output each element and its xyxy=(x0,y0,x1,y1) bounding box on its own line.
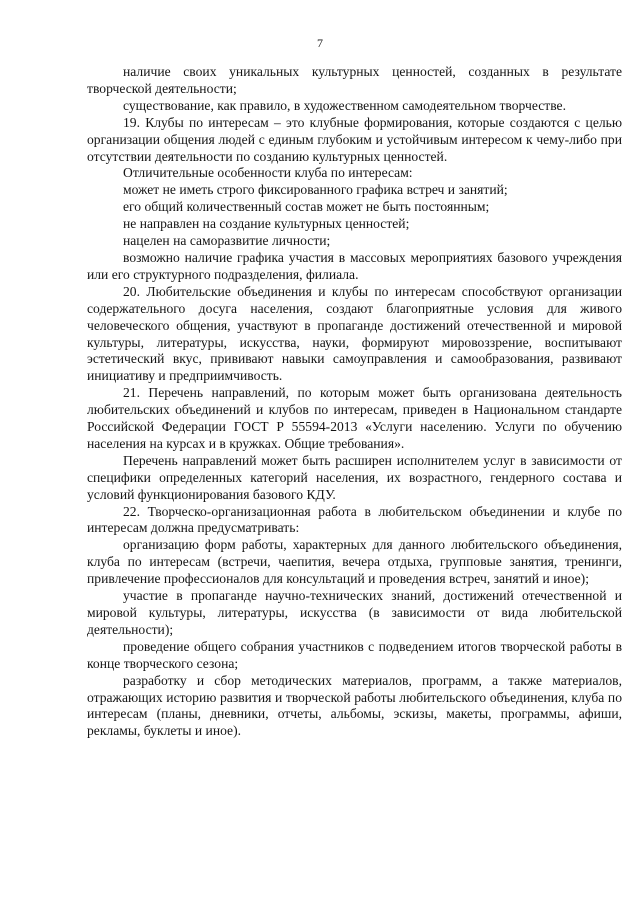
page-number: 7 xyxy=(317,36,323,50)
paragraph: Отличительные особенности клуба по интересам: xyxy=(123,165,413,181)
paragraph: 22. Творческо-организационная работа в любительском объединении и клубе по интересам должна предусматривать: xyxy=(87,503,622,536)
paragraph: наличие своих уникальных культурных ценностей, созданных в результате творческой деятельности; xyxy=(87,64,622,96)
paragraph: 20. Любительские объединения и клубы по интересам способствуют организации содержательного досуга населения, создают благоприятные условия для живого человеческого общения, участвуют в пропаганде достижений отечественной и мировой культуры, литературы, искусства, науки, формируют мировоззрение, воспитывают эстетический вкус, прививают навыки самоуправления и самообразования, развивают инициативу и предприимчивость. xyxy=(87,283,622,384)
paragraph: проведение общего собрания участников с подведением итогов творческой работы в конце творческого сезона; xyxy=(87,638,622,671)
paragraph: 19. Клубы по интересам – это клубные формирования, которые создаются с целью организации общения людей с единым глубоким и устойчивым интересом к чему-либо при отсутствии деятельности по созданию культурных ценностей. xyxy=(87,114,622,164)
paragraph: его общий количественный состав может не быть постоянным; xyxy=(123,199,490,215)
paragraph: участие в пропаганде научно-технических знаний, достижений отечественной и мировой культуры, литературы, искусства (в зависимости от вида любительской деятельности); xyxy=(87,588,622,637)
paragraph: Перечень направлений может быть расширен исполнителем услуг в зависимости от специфики определенных категорий населения, их возрастного, гендерного состава и условий функционирования базового КДУ. xyxy=(87,452,622,502)
paragraph: 21. Перечень направлений, по которым может быть организована деятельность любительских объединений и клубов по интересам, приведен в Национальном стандарте Российской Федерации ГОСТ Р 55594-2013 «Услуги населению. Услуги по обучению населения на курсах и в кружках. Общие требования». xyxy=(87,385,622,451)
paragraph: организацию форм работы, характерных для данного любительского объединения, клуба по интересам (встречи, чаепития, вечера отдыха, групповые занятия, тренинги, привлечение профессионалов для консультаций и проведения встреч, занятий и иное); xyxy=(87,537,622,587)
paragraph: нацелен на саморазвитие личности; xyxy=(123,233,331,249)
document-body xyxy=(87,64,622,740)
paragraph: возможно наличие графика участия в массовых мероприятиях базового учреждения или его структурного подразделения, филиала. xyxy=(87,249,622,282)
paragraph: не направлен на создание культурных ценностей; xyxy=(123,216,410,232)
paragraph: разработку и сбор методических материалов, программ, а также материалов, отражающих историю развития и творческой работы любительского объединения, клуба по интересам (планы, дневники, отчеты, альбомы, эскизы, макеты, программы, афиши, рекламы, буклеты и иное). xyxy=(87,672,622,739)
paragraph: существование, как правило, в художественном самодеятельном творчестве. xyxy=(123,97,566,113)
paragraph: может не иметь строго фиксированного графика встреч и занятий; xyxy=(123,182,508,198)
